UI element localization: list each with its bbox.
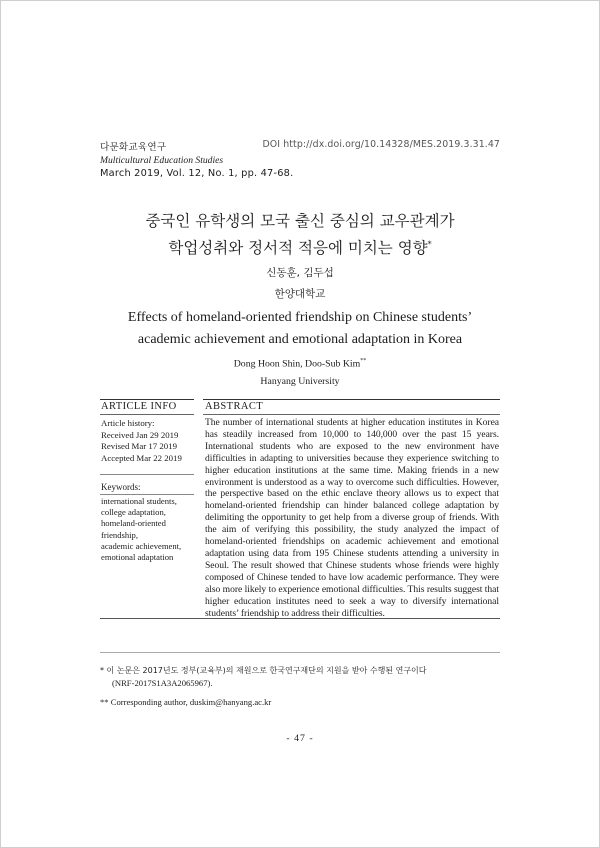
english-title-line-1: Effects of homeland-oriented friendship on Chinese students’ — [127, 310, 473, 325]
english-affiliation: Hanyang University — [260, 376, 340, 387]
keyword-item: academic achievement, — [101, 540, 182, 551]
history-divider — [100, 474, 194, 475]
abstract-heading: ABSTRACT — [205, 401, 264, 412]
article-info-top-rule — [100, 399, 194, 400]
korean-title — [0, 209, 600, 260]
english-title — [0, 307, 600, 351]
english-title-line-2: academic achievement and emotional adaptation in Korea — [137, 332, 463, 347]
article-history — [101, 418, 182, 464]
article-info-heading-rule — [100, 414, 194, 415]
corresponding-author-footnote: ** Corresponding author, duskim@hanyang.ac.kr — [100, 697, 272, 707]
funding-footnote-mark: * — [427, 240, 432, 249]
funding-footnote: * 이 논문은 2017년도 정부(교육부)의 재원으로 한국연구재단의 지원을 받아 수행된 연구이다 — [100, 666, 427, 675]
keywords-divider — [100, 494, 194, 495]
korean-authors: 신동훈, 김두섭 — [266, 267, 334, 279]
corresponding-author-mark: ** — [360, 358, 367, 364]
page-number: - 47 - — [286, 733, 314, 744]
abstract-top-rule — [203, 399, 500, 400]
keyword-item: homeland-oriented — [101, 518, 166, 529]
keyword-item: friendship, — [101, 529, 138, 540]
footnote-rule — [100, 652, 500, 653]
abstract-text: The number of international students at higher education institutes in Korea has steadily increased from 10,000 to 140,000 over the past 15 years. International students who are exposed to the new environment have difficulties in adapting to universities because they experience switching to higher education institutions at the same time. Making friends in a new environment is understood as a way to overcome such difficulties. However, the perspective based on the ethic enclave theory allows us to expect that homeland-oriented friendship can hinder balanced college adaptation by delimiting the opportunity to get help from a diverse group of friends. With the aim of verifying this possibility, the study analyzed the impact of homeland-oriented friendships on academic achievement and emotional adaptation using data from 195 Chinese students attending a university in Seoul. The result showed that Chinese students whose friends were highly composed of Chinese tended to have low academic performance. They were also more likely to experience emotional difficulties. This results suggest that higher education institutes need to seek a way to diversify international students’ friendship to address their difficulties. — [205, 417, 499, 619]
journal-name-english: Multicultural Education Studies — [100, 155, 224, 166]
english-authors — [0, 358, 600, 369]
abstract-bottom-rule — [100, 618, 500, 619]
footnotes — [100, 664, 500, 709]
article-info-heading: ARTICLE INFO — [101, 401, 177, 412]
funding-grant-number: (NRF-2017S1A3A2065967). — [112, 678, 213, 688]
korean-affiliation: 한양대학교 — [274, 288, 326, 300]
korean-title-line-1: 중국인 유학생의 모국 출신 중심의 교우관계가 — [145, 212, 455, 230]
doi-link[interactable]: DOI http://dx.doi.org/10.14328/MES.2019.3.31.47 — [262, 139, 500, 150]
received-date: Received Jan 29 2019 — [101, 429, 179, 440]
korean-title-line-2 — [0, 233, 600, 260]
history-label: Article history: — [101, 418, 155, 428]
abstract-heading-rule — [203, 414, 500, 415]
english-authors-names: Dong Hoon Shin, Doo-Sub Kim — [233, 358, 361, 370]
accepted-date: Accepted Mar 22 2019 — [101, 452, 182, 463]
issue-info: March 2019, Vol. 12, No. 1, pp. 47-68. — [100, 168, 294, 179]
revised-date: Revised Mar 17 2019 — [101, 441, 177, 451]
keyword-item: college adaptation, — [101, 507, 166, 518]
keywords-list — [101, 496, 191, 563]
keywords-heading: Keywords: — [101, 482, 141, 492]
keyword-item: emotional adaptation — [101, 552, 174, 563]
korean-title-line-2-text: 학업성취와 정서적 적응에 미치는 영향 — [168, 239, 428, 258]
journal-name-korean: 다문화교육연구 — [100, 142, 167, 153]
keyword-item: international students, — [101, 496, 177, 506]
